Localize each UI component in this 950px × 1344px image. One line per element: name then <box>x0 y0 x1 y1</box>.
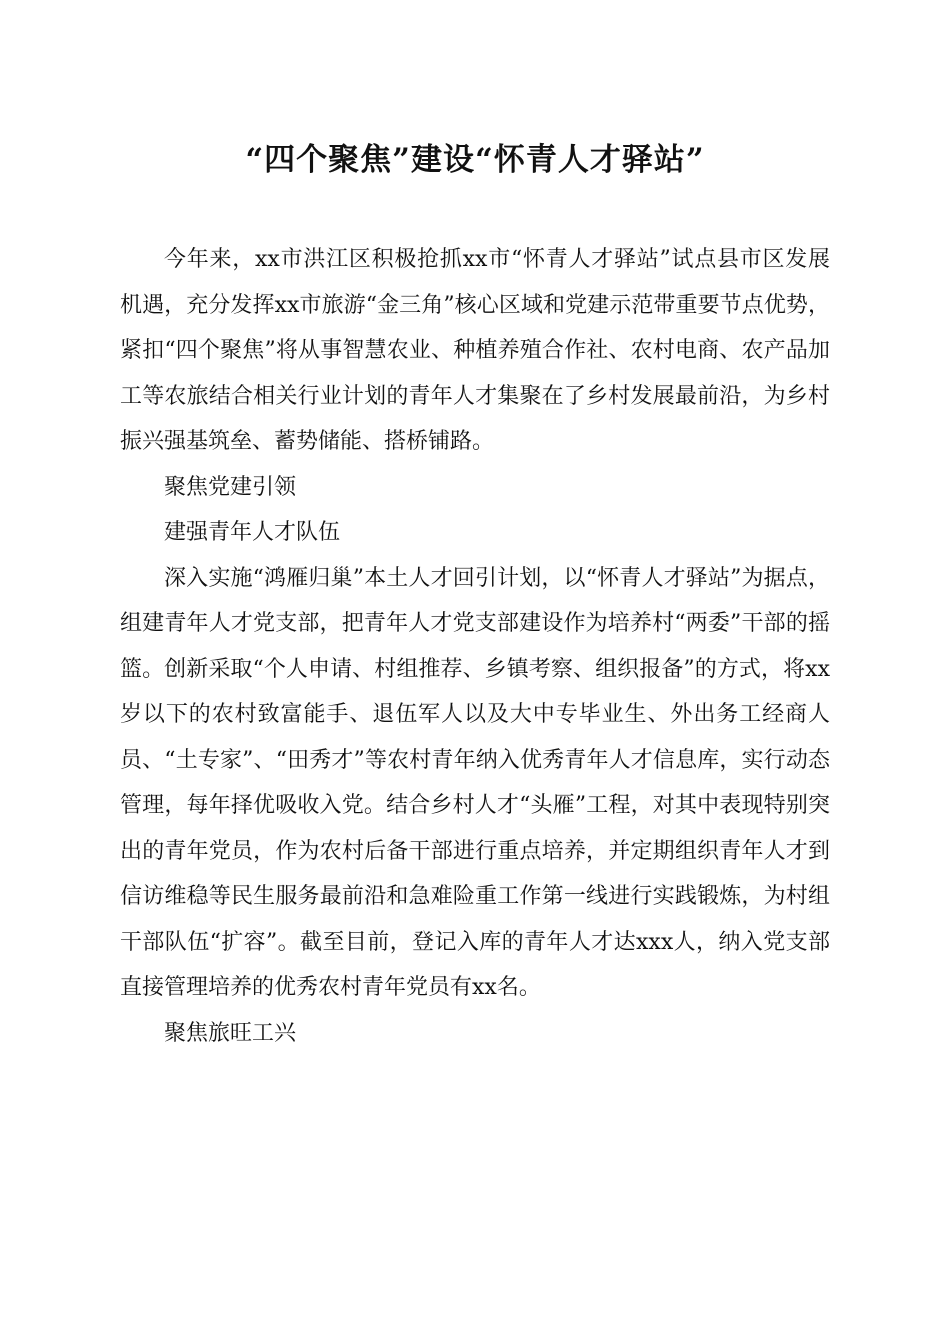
section-heading: 聚焦旅旺工兴 <box>164 1020 297 1046</box>
document-title: “四个聚焦”建设“怀青人才驿站” <box>245 142 705 178</box>
document-body <box>120 237 830 1056</box>
body-paragraph: 深入实施“鸿雁归巢”本土人才回引计划，以“怀青人才驿站”为据点，组建青年人才党支部，把青年人才党支部建设作为培养村“两委”干部的摇篮。创新采取“个人申请、村组推荐、乡镇考察、组织报备”的方式，将xx岁以下的农村致富能手、退伍军人以及大中专毕业生、外出务工经商人员、“土专家”、“田秀才”等农村青年纳入优秀青年人才信息库，实行动态管理，每年择优吸收入党。结合乡村人才“头雁”工程，对其中表现特别突出的青年党员，作为农村后备干部进行重点培养，并定期组织青年人才到信访维稳等民生服务最前沿和急难险重工作第一线进行实践锻炼，为村组干部队伍“扩容”。截至目前，登记入库的青年人才达xxx人，纳入党支部直接管理培养的优秀农村青年党员有xx名。 <box>120 565 830 1000</box>
section-heading: 聚焦党建引领 <box>164 474 297 500</box>
intro-paragraph: 今年来，xx市洪江区积极抢抓xx市“怀青人才驿站”试点县市区发展机遇，充分发挥xx市旅游“金三角”核心区域和党建示范带重要节点优势，紧扣“四个聚焦”将从事智慧农业、种植养殖合作社、农村电商、农产品加工等农旅结合相关行业计划的青年人才集聚在了乡村发展最前沿，为乡村振兴强基筑垒、蓄势储能、搭桥铺路。 <box>120 247 831 454</box>
section-subheading: 建强青年人才队伍 <box>164 520 341 545</box>
